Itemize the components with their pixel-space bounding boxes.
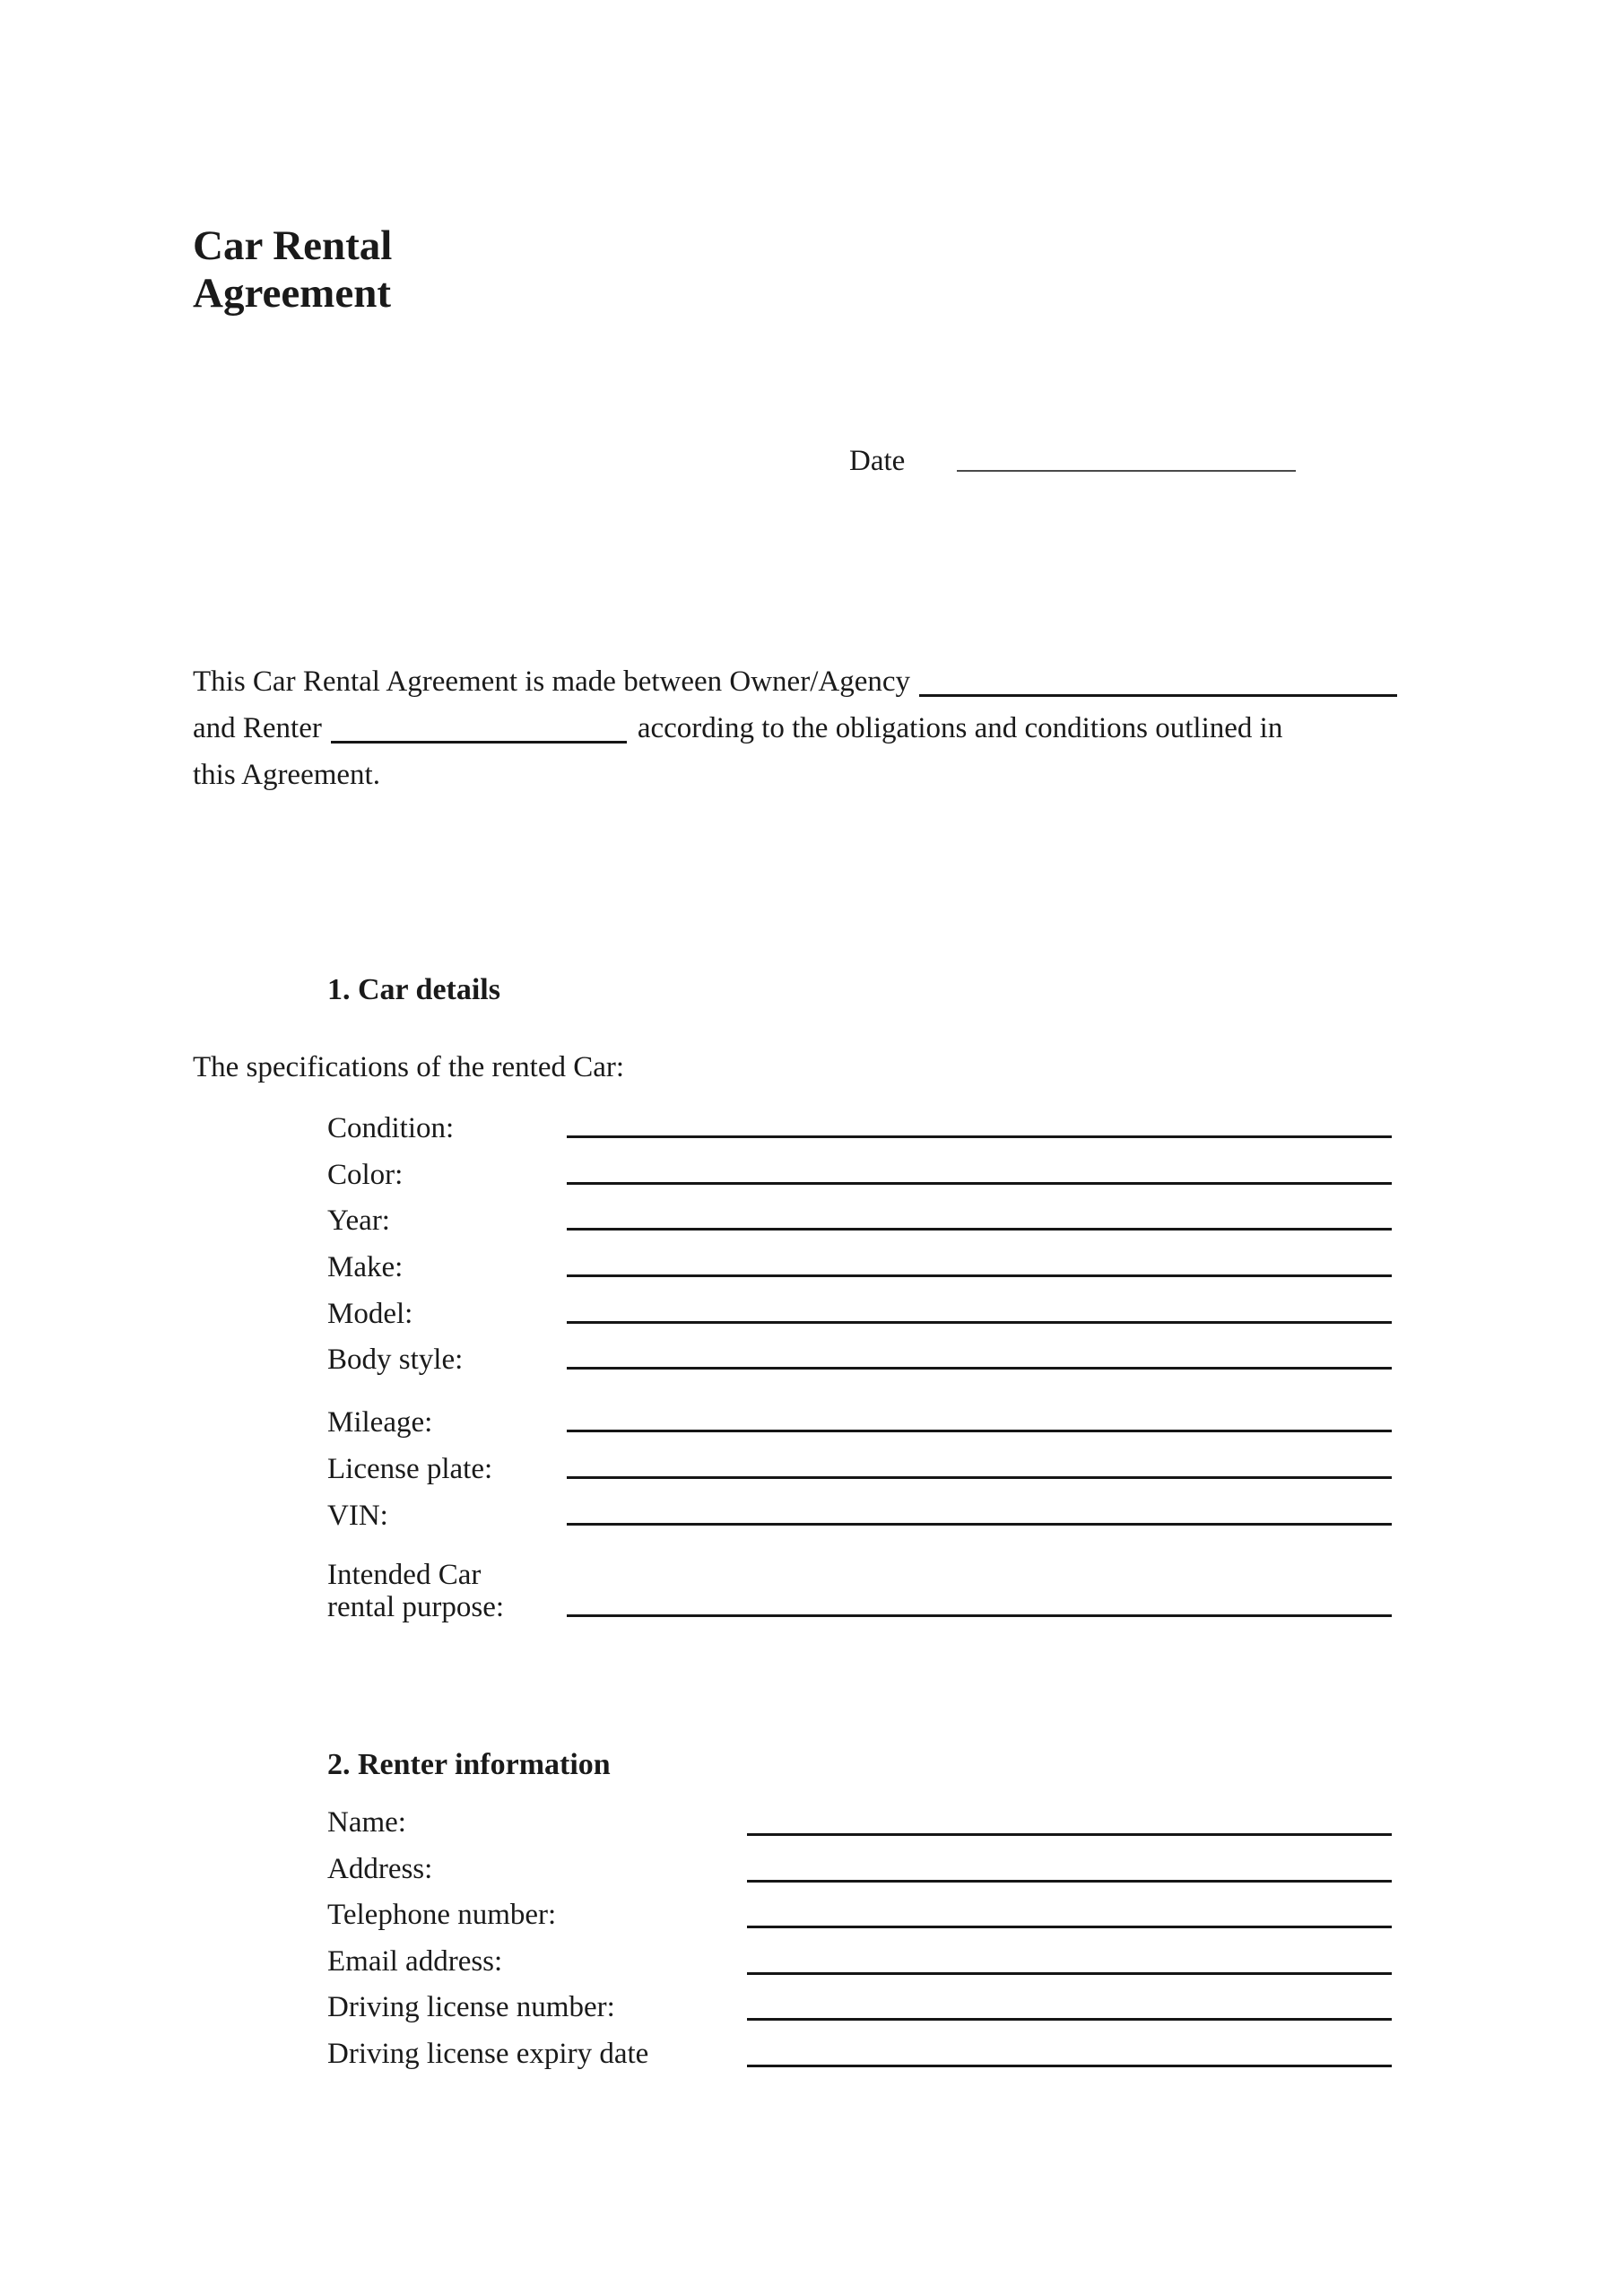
title-line-1: Car Rental — [193, 222, 393, 269]
make-label: Make: — [327, 1251, 404, 1283]
document-title — [193, 222, 392, 317]
field-row-rental-purpose — [327, 1559, 1392, 1657]
body-style-label: Body style: — [327, 1344, 464, 1376]
field-row-address — [327, 1851, 1392, 1892]
telephone-label: Telephone number: — [327, 1899, 557, 1931]
year-blank-line — [567, 1228, 1392, 1231]
year-label: Year: — [327, 1205, 390, 1237]
intro-paragraph — [193, 658, 1399, 798]
mileage-blank-line — [567, 1430, 1392, 1432]
mileage-label: Mileage: — [327, 1406, 433, 1439]
vin-label: VIN: — [327, 1500, 388, 1532]
model-label: Model: — [327, 1298, 413, 1330]
email-blank-line — [747, 1972, 1392, 1975]
field-row-color — [327, 1157, 1392, 1198]
color-label: Color: — [327, 1159, 404, 1191]
intro-line-3: this Agreement. — [193, 759, 380, 791]
make-blank-line — [567, 1274, 1392, 1277]
intro-line1-text: This Car Rental Agreement is made between Owner/Agency — [193, 665, 910, 698]
rental-purpose-label-line1: Intended Car — [327, 1559, 482, 1591]
field-row-body-style — [327, 1342, 1392, 1383]
color-blank-line — [567, 1182, 1392, 1185]
rental-purpose-blank-line — [567, 1614, 1392, 1617]
license-plate-blank-line — [567, 1476, 1392, 1479]
field-row-email — [327, 1944, 1392, 1985]
model-blank-line — [567, 1321, 1392, 1324]
vin-blank-line — [567, 1523, 1392, 1526]
telephone-blank-line — [747, 1926, 1392, 1928]
license-expiry-label: Driving license expiry date — [327, 2038, 649, 2070]
address-blank-line — [747, 1880, 1392, 1883]
license-number-blank-line — [747, 2018, 1392, 2021]
address-label: Address: — [327, 1853, 433, 1885]
field-row-license-number — [327, 1989, 1392, 2031]
title-line-2: Agreement — [193, 270, 391, 317]
intro-line-1 — [193, 658, 1399, 705]
condition-blank-line — [567, 1135, 1392, 1138]
section1-subheading: The specifications of the rented Car: — [193, 1051, 625, 1083]
name-blank-line — [747, 1833, 1392, 1836]
license-expiry-blank-line — [747, 2065, 1392, 2067]
condition-label: Condition: — [327, 1112, 455, 1144]
intro-line-2 — [193, 705, 1399, 752]
license-number-label: Driving license number: — [327, 1991, 615, 2023]
rental-purpose-label-line2: rental purpose: — [327, 1591, 505, 1623]
section1-heading: 1. Car details — [327, 973, 500, 1006]
field-row-mileage — [327, 1405, 1392, 1446]
intro-line2-suffix: according to the obligations and conditions outlined in — [637, 712, 1283, 744]
name-label: Name: — [327, 1806, 406, 1839]
field-row-name — [327, 1805, 1392, 1846]
field-row-condition — [327, 1110, 1392, 1152]
field-row-telephone — [327, 1897, 1392, 1938]
field-row-vin — [327, 1498, 1392, 1539]
field-row-license-expiry — [327, 2036, 1392, 2077]
renter-blank-line — [331, 741, 627, 744]
date-blank-line — [957, 470, 1296, 472]
field-row-license-plate — [327, 1451, 1392, 1492]
email-label: Email address: — [327, 1945, 503, 1978]
date-label: Date — [849, 445, 906, 477]
license-plate-label: License plate: — [327, 1453, 493, 1485]
field-row-year — [327, 1203, 1392, 1244]
owner-agency-blank-line — [919, 694, 1397, 697]
field-row-model — [327, 1296, 1392, 1337]
field-row-make — [327, 1249, 1392, 1291]
section2-heading: 2. Renter information — [327, 1748, 611, 1781]
intro-line2-prefix: and Renter — [193, 712, 322, 744]
body-style-blank-line — [567, 1367, 1392, 1370]
